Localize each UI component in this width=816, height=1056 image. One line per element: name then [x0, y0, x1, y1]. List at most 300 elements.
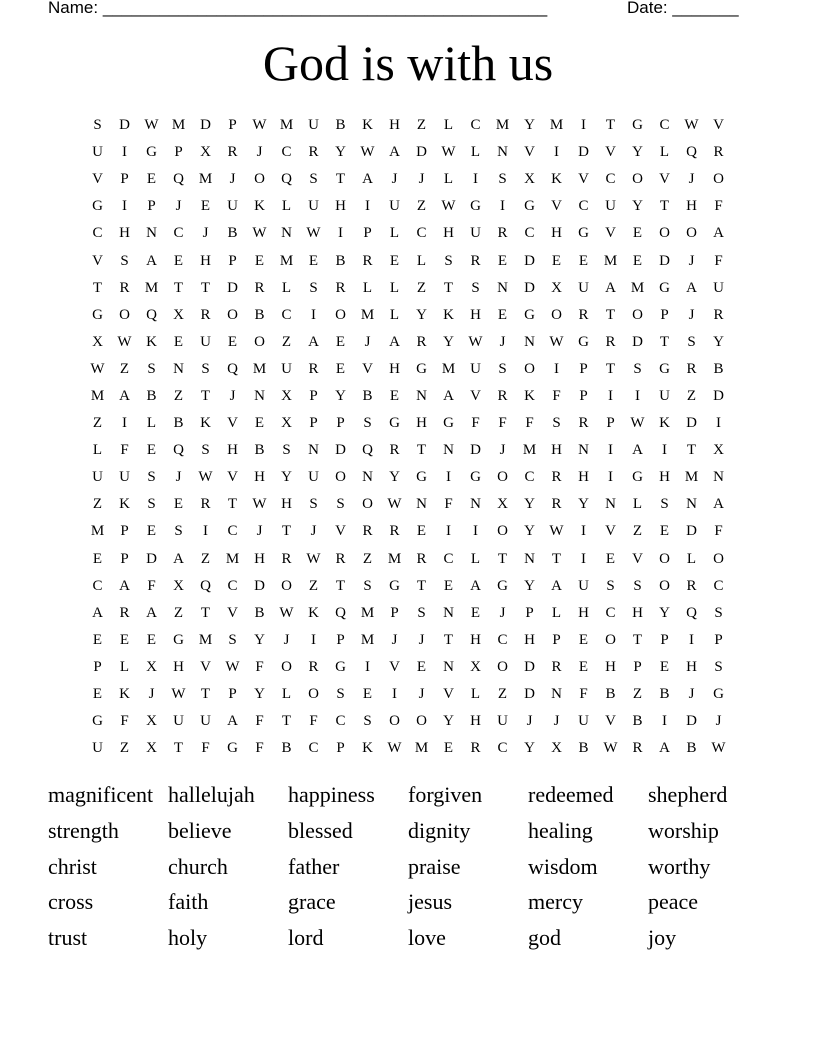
grid-letter[interactable]: R: [470, 252, 481, 269]
grid-letter[interactable]: Z: [119, 740, 130, 757]
grid-letter[interactable]: W: [549, 333, 564, 350]
grid-letter[interactable]: J: [688, 252, 695, 269]
grid-letter[interactable]: W: [198, 469, 213, 486]
grid-letter[interactable]: R: [308, 144, 319, 161]
grid-letter[interactable]: O: [659, 225, 670, 242]
grid-letter[interactable]: A: [551, 577, 562, 594]
grid-letter[interactable]: J: [688, 686, 695, 703]
grid-letter[interactable]: W: [90, 360, 105, 377]
grid-letter[interactable]: J: [148, 686, 155, 703]
grid-letter[interactable]: D: [524, 252, 535, 269]
grid-letter[interactable]: O: [713, 171, 724, 188]
grid-letter[interactable]: O: [551, 306, 562, 323]
grid-letter[interactable]: W: [684, 117, 699, 134]
grid-letter[interactable]: K: [443, 306, 454, 323]
grid-letter[interactable]: T: [200, 686, 211, 703]
grid-letter[interactable]: P: [363, 225, 372, 242]
grid-letter[interactable]: R: [119, 279, 130, 296]
grid-letter[interactable]: U: [470, 225, 481, 242]
grid-letter[interactable]: P: [93, 658, 102, 675]
grid-letter[interactable]: I: [473, 523, 478, 540]
grid-letter[interactable]: R: [254, 279, 265, 296]
grid-letter[interactable]: O: [227, 306, 238, 323]
grid-letter[interactable]: K: [200, 415, 211, 432]
grid-letter[interactable]: I: [689, 631, 694, 648]
grid-letter[interactable]: P: [336, 415, 345, 432]
grid-letter[interactable]: J: [283, 631, 290, 648]
grid-letter[interactable]: H: [632, 604, 643, 621]
grid-letter[interactable]: E: [497, 306, 508, 323]
grid-letter[interactable]: P: [147, 198, 156, 215]
grid-letter[interactable]: P: [120, 550, 129, 567]
grid-letter[interactable]: K: [551, 171, 562, 188]
grid-letter[interactable]: G: [389, 415, 400, 432]
grid-letter[interactable]: I: [365, 198, 370, 215]
grid-letter[interactable]: P: [579, 387, 588, 404]
grid-letter[interactable]: W: [252, 496, 267, 513]
grid-letter[interactable]: X: [146, 658, 157, 675]
grid-letter[interactable]: Z: [416, 117, 427, 134]
grid-letter[interactable]: V: [362, 360, 373, 377]
grid-letter[interactable]: C: [443, 550, 454, 567]
grid-letter[interactable]: E: [173, 252, 184, 269]
grid-letter[interactable]: S: [309, 496, 318, 513]
grid-letter[interactable]: B: [632, 713, 643, 730]
grid-letter[interactable]: T: [92, 279, 103, 296]
grid-letter[interactable]: J: [499, 604, 506, 621]
grid-letter[interactable]: M: [225, 550, 240, 567]
grid-letter[interactable]: P: [552, 631, 561, 648]
grid-letter[interactable]: I: [662, 442, 667, 459]
grid-letter[interactable]: U: [578, 279, 589, 296]
grid-letter[interactable]: V: [713, 117, 724, 134]
grid-letter[interactable]: N: [497, 144, 508, 161]
grid-letter[interactable]: R: [497, 225, 508, 242]
grid-letter[interactable]: R: [551, 469, 562, 486]
grid-letter[interactable]: E: [416, 523, 427, 540]
grid-letter[interactable]: V: [470, 387, 481, 404]
grid-letter[interactable]: X: [173, 306, 184, 323]
grid-letter[interactable]: O: [497, 658, 508, 675]
grid-letter[interactable]: A: [659, 740, 670, 757]
grid-letter[interactable]: V: [227, 415, 238, 432]
grid-letter[interactable]: J: [175, 198, 182, 215]
grid-letter[interactable]: K: [524, 387, 535, 404]
grid-letter[interactable]: I: [554, 360, 559, 377]
grid-letter[interactable]: T: [497, 550, 508, 567]
grid-letter[interactable]: R: [470, 740, 481, 757]
grid-letter[interactable]: Y: [389, 469, 400, 486]
grid-letter[interactable]: G: [578, 225, 589, 242]
grid-letter[interactable]: E: [254, 252, 265, 269]
grid-letter[interactable]: Q: [281, 171, 292, 188]
grid-letter[interactable]: X: [146, 713, 157, 730]
grid-letter[interactable]: A: [713, 496, 724, 513]
grid-letter[interactable]: C: [416, 225, 427, 242]
grid-letter[interactable]: Y: [524, 496, 535, 513]
grid-letter[interactable]: V: [92, 252, 103, 269]
grid-letter[interactable]: G: [227, 740, 238, 757]
grid-letter[interactable]: P: [714, 631, 723, 648]
grid-letter[interactable]: M: [252, 360, 267, 377]
grid-letter[interactable]: L: [389, 306, 400, 323]
grid-letter[interactable]: P: [309, 415, 318, 432]
grid-letter[interactable]: O: [281, 658, 292, 675]
grid-letter[interactable]: I: [122, 415, 127, 432]
grid-letter[interactable]: Z: [119, 360, 130, 377]
grid-letter[interactable]: U: [281, 360, 292, 377]
grid-letter[interactable]: Z: [92, 415, 103, 432]
grid-letter[interactable]: A: [443, 387, 454, 404]
grid-letter[interactable]: F: [255, 713, 264, 730]
grid-letter[interactable]: H: [443, 225, 454, 242]
grid-letter[interactable]: J: [688, 306, 695, 323]
grid-letter[interactable]: N: [713, 469, 724, 486]
grid-letter[interactable]: Q: [173, 171, 184, 188]
grid-letter[interactable]: R: [389, 523, 400, 540]
grid-letter[interactable]: S: [633, 360, 642, 377]
grid-letter[interactable]: U: [389, 198, 400, 215]
grid-letter[interactable]: Z: [416, 198, 427, 215]
grid-letter[interactable]: U: [119, 469, 130, 486]
grid-letter[interactable]: R: [551, 496, 562, 513]
grid-letter[interactable]: C: [173, 225, 184, 242]
grid-letter[interactable]: S: [120, 252, 129, 269]
grid-letter[interactable]: I: [581, 117, 586, 134]
grid-letter[interactable]: W: [603, 740, 618, 757]
grid-letter[interactable]: R: [308, 658, 319, 675]
grid-letter[interactable]: F: [579, 686, 588, 703]
grid-letter[interactable]: A: [713, 225, 724, 242]
grid-letter[interactable]: L: [92, 442, 103, 459]
grid-letter[interactable]: N: [443, 658, 454, 675]
grid-letter[interactable]: H: [173, 658, 184, 675]
grid-letter[interactable]: R: [389, 442, 400, 459]
grid-letter[interactable]: Z: [173, 387, 184, 404]
grid-letter[interactable]: P: [228, 117, 237, 134]
grid-letter[interactable]: R: [686, 577, 697, 594]
grid-letter[interactable]: W: [252, 225, 267, 242]
grid-letter[interactable]: T: [443, 631, 454, 648]
grid-letter[interactable]: Y: [524, 117, 535, 134]
grid-letter[interactable]: A: [92, 604, 103, 621]
grid-letter[interactable]: I: [446, 469, 451, 486]
grid-letter[interactable]: K: [119, 496, 130, 513]
grid-letter[interactable]: X: [497, 496, 508, 513]
grid-letter[interactable]: N: [470, 496, 481, 513]
grid-letter[interactable]: U: [713, 279, 724, 296]
grid-letter[interactable]: C: [605, 604, 616, 621]
grid-letter[interactable]: E: [443, 577, 454, 594]
grid-letter[interactable]: M: [495, 117, 510, 134]
grid-letter[interactable]: I: [581, 523, 586, 540]
grid-letter[interactable]: J: [418, 631, 425, 648]
grid-letter[interactable]: W: [549, 523, 564, 540]
grid-letter[interactable]: X: [173, 577, 184, 594]
grid-letter[interactable]: J: [364, 333, 371, 350]
grid-letter[interactable]: Z: [173, 604, 184, 621]
grid-letter[interactable]: T: [632, 631, 643, 648]
grid-letter[interactable]: Z: [92, 496, 103, 513]
grid-letter[interactable]: E: [497, 252, 508, 269]
grid-letter[interactable]: L: [281, 279, 292, 296]
grid-letter[interactable]: I: [716, 415, 721, 432]
grid-letter[interactable]: T: [605, 117, 616, 134]
grid-letter[interactable]: C: [713, 577, 724, 594]
grid-letter[interactable]: N: [524, 550, 535, 567]
grid-letter[interactable]: C: [92, 577, 103, 594]
grid-letter[interactable]: I: [365, 658, 370, 675]
grid-letter[interactable]: G: [632, 469, 643, 486]
grid-letter[interactable]: O: [497, 469, 508, 486]
grid-letter[interactable]: P: [525, 604, 534, 621]
grid-letter[interactable]: C: [92, 225, 103, 242]
grid-letter[interactable]: P: [120, 523, 129, 540]
grid-letter[interactable]: J: [715, 713, 722, 730]
grid-letter[interactable]: Y: [281, 469, 292, 486]
grid-letter[interactable]: C: [281, 306, 292, 323]
grid-letter[interactable]: X: [551, 740, 562, 757]
grid-letter[interactable]: D: [686, 415, 697, 432]
grid-letter[interactable]: M: [360, 306, 375, 323]
grid-letter[interactable]: Q: [686, 604, 697, 621]
grid-letter[interactable]: X: [200, 144, 211, 161]
grid-letter[interactable]: E: [632, 252, 643, 269]
grid-letter[interactable]: B: [146, 387, 157, 404]
grid-letter[interactable]: I: [500, 198, 505, 215]
grid-letter[interactable]: F: [309, 713, 318, 730]
grid-letter[interactable]: J: [499, 442, 506, 459]
grid-letter[interactable]: F: [120, 442, 129, 459]
grid-letter[interactable]: Z: [308, 577, 319, 594]
grid-letter[interactable]: B: [254, 442, 265, 459]
grid-letter[interactable]: W: [468, 333, 483, 350]
grid-letter[interactable]: B: [254, 306, 265, 323]
grid-letter[interactable]: W: [144, 117, 159, 134]
grid-letter[interactable]: A: [146, 604, 157, 621]
grid-letter[interactable]: D: [632, 333, 643, 350]
grid-letter[interactable]: R: [416, 333, 427, 350]
grid-letter[interactable]: I: [203, 523, 208, 540]
grid-letter[interactable]: Z: [362, 550, 373, 567]
grid-letter[interactable]: G: [92, 713, 103, 730]
grid-letter[interactable]: P: [606, 415, 615, 432]
grid-letter[interactable]: V: [443, 686, 454, 703]
grid-letter[interactable]: I: [554, 144, 559, 161]
grid-letter[interactable]: H: [470, 713, 481, 730]
grid-letter[interactable]: E: [92, 550, 103, 567]
grid-letter[interactable]: J: [256, 144, 263, 161]
grid-letter[interactable]: A: [686, 279, 697, 296]
grid-letter[interactable]: F: [525, 415, 534, 432]
grid-letter[interactable]: D: [524, 686, 535, 703]
grid-letter[interactable]: N: [416, 496, 427, 513]
grid-letter[interactable]: Y: [632, 144, 643, 161]
grid-letter[interactable]: H: [389, 117, 400, 134]
grid-letter[interactable]: N: [443, 604, 454, 621]
grid-letter[interactable]: D: [416, 144, 427, 161]
grid-letter[interactable]: Y: [524, 577, 535, 594]
grid-letter[interactable]: N: [254, 387, 265, 404]
grid-letter[interactable]: E: [389, 387, 400, 404]
grid-letter[interactable]: J: [310, 523, 317, 540]
grid-letter[interactable]: T: [659, 333, 670, 350]
grid-letter[interactable]: X: [92, 333, 103, 350]
grid-letter[interactable]: N: [416, 387, 427, 404]
date-blank[interactable]: _______: [672, 0, 739, 17]
grid-letter[interactable]: T: [335, 577, 346, 594]
grid-letter[interactable]: R: [335, 550, 346, 567]
grid-letter[interactable]: A: [308, 333, 319, 350]
grid-letter[interactable]: M: [144, 279, 159, 296]
grid-letter[interactable]: M: [603, 252, 618, 269]
grid-letter[interactable]: V: [335, 523, 346, 540]
grid-letter[interactable]: Z: [497, 686, 508, 703]
grid-letter[interactable]: T: [173, 740, 184, 757]
grid-letter[interactable]: R: [686, 360, 697, 377]
grid-letter[interactable]: B: [227, 225, 238, 242]
grid-letter[interactable]: F: [255, 740, 264, 757]
grid-letter[interactable]: B: [173, 415, 184, 432]
grid-letter[interactable]: J: [256, 523, 263, 540]
grid-letter[interactable]: E: [146, 171, 157, 188]
grid-letter[interactable]: H: [686, 198, 697, 215]
grid-letter[interactable]: P: [228, 252, 237, 269]
grid-letter[interactable]: O: [632, 306, 643, 323]
grid-letter[interactable]: C: [281, 144, 292, 161]
grid-letter[interactable]: M: [630, 279, 645, 296]
grid-letter[interactable]: P: [579, 360, 588, 377]
grid-letter[interactable]: E: [578, 631, 589, 648]
grid-letter[interactable]: T: [605, 306, 616, 323]
grid-letter[interactable]: G: [659, 360, 670, 377]
grid-letter[interactable]: M: [90, 523, 105, 540]
grid-letter[interactable]: E: [362, 686, 373, 703]
grid-letter[interactable]: S: [363, 415, 372, 432]
grid-letter[interactable]: Q: [200, 577, 211, 594]
grid-letter[interactable]: A: [605, 279, 616, 296]
grid-letter[interactable]: M: [441, 360, 456, 377]
grid-letter[interactable]: J: [553, 713, 560, 730]
grid-letter[interactable]: Y: [578, 496, 589, 513]
grid-letter[interactable]: O: [605, 631, 616, 648]
grid-letter[interactable]: H: [335, 198, 346, 215]
grid-letter[interactable]: G: [470, 469, 481, 486]
grid-letter[interactable]: U: [578, 577, 589, 594]
grid-letter[interactable]: D: [254, 577, 265, 594]
grid-letter[interactable]: G: [524, 198, 535, 215]
grid-letter[interactable]: F: [552, 387, 561, 404]
grid-letter[interactable]: E: [632, 225, 643, 242]
grid-letter[interactable]: L: [551, 604, 562, 621]
grid-letter[interactable]: A: [632, 442, 643, 459]
grid-letter[interactable]: A: [389, 144, 400, 161]
grid-letter[interactable]: Q: [227, 360, 238, 377]
grid-letter[interactable]: A: [173, 550, 184, 567]
grid-letter[interactable]: O: [335, 469, 346, 486]
grid-letter[interactable]: A: [362, 171, 373, 188]
grid-letter[interactable]: Q: [335, 604, 346, 621]
grid-letter[interactable]: E: [146, 523, 157, 540]
grid-letter[interactable]: D: [524, 279, 535, 296]
grid-letter[interactable]: B: [578, 740, 589, 757]
grid-letter[interactable]: G: [389, 577, 400, 594]
grid-letter[interactable]: D: [713, 387, 724, 404]
grid-letter[interactable]: R: [362, 252, 373, 269]
grid-letter[interactable]: V: [659, 171, 670, 188]
grid-letter[interactable]: R: [362, 523, 373, 540]
grid-letter[interactable]: L: [632, 496, 643, 513]
grid-letter[interactable]: N: [524, 333, 535, 350]
grid-letter[interactable]: Y: [524, 740, 535, 757]
grid-letter[interactable]: L: [686, 550, 697, 567]
grid-letter[interactable]: H: [470, 306, 481, 323]
grid-letter[interactable]: R: [497, 387, 508, 404]
grid-letter[interactable]: W: [441, 198, 456, 215]
grid-letter[interactable]: K: [119, 686, 130, 703]
grid-letter[interactable]: M: [522, 442, 537, 459]
grid-letter[interactable]: A: [119, 577, 130, 594]
grid-letter[interactable]: D: [659, 252, 670, 269]
grid-letter[interactable]: Y: [254, 686, 265, 703]
grid-letter[interactable]: Z: [200, 550, 211, 567]
grid-letter[interactable]: N: [605, 496, 616, 513]
grid-letter[interactable]: D: [227, 279, 238, 296]
grid-letter[interactable]: W: [117, 333, 132, 350]
grid-letter[interactable]: N: [686, 496, 697, 513]
grid-letter[interactable]: B: [335, 252, 346, 269]
grid-letter[interactable]: P: [660, 631, 669, 648]
grid-letter[interactable]: F: [714, 198, 723, 215]
grid-letter[interactable]: H: [551, 442, 562, 459]
grid-letter[interactable]: M: [684, 469, 699, 486]
grid-letter[interactable]: Y: [254, 631, 265, 648]
grid-letter[interactable]: R: [308, 360, 319, 377]
grid-letter[interactable]: U: [173, 713, 184, 730]
grid-letter[interactable]: A: [389, 333, 400, 350]
grid-letter[interactable]: D: [470, 442, 481, 459]
grid-letter[interactable]: G: [497, 577, 508, 594]
grid-letter[interactable]: L: [281, 686, 292, 703]
grid-letter[interactable]: E: [146, 442, 157, 459]
grid-letter[interactable]: Z: [281, 333, 292, 350]
grid-letter[interactable]: L: [389, 279, 400, 296]
grid-letter[interactable]: O: [659, 577, 670, 594]
grid-letter[interactable]: H: [470, 631, 481, 648]
grid-letter[interactable]: S: [417, 604, 426, 621]
grid-letter[interactable]: W: [306, 225, 321, 242]
grid-letter[interactable]: V: [605, 225, 616, 242]
grid-letter[interactable]: J: [391, 171, 398, 188]
grid-letter[interactable]: G: [470, 198, 481, 215]
grid-letter[interactable]: L: [119, 658, 130, 675]
grid-letter[interactable]: Q: [686, 144, 697, 161]
grid-letter[interactable]: T: [659, 198, 670, 215]
grid-letter[interactable]: Z: [632, 686, 643, 703]
grid-letter[interactable]: O: [308, 686, 319, 703]
grid-letter[interactable]: S: [363, 577, 372, 594]
grid-letter[interactable]: U: [308, 198, 319, 215]
grid-letter[interactable]: T: [281, 713, 292, 730]
grid-letter[interactable]: I: [662, 713, 667, 730]
grid-letter[interactable]: L: [443, 117, 454, 134]
grid-letter[interactable]: B: [605, 686, 616, 703]
grid-letter[interactable]: H: [254, 550, 265, 567]
grid-letter[interactable]: P: [174, 144, 183, 161]
grid-letter[interactable]: G: [443, 415, 454, 432]
grid-letter[interactable]: B: [335, 117, 346, 134]
grid-letter[interactable]: F: [471, 415, 480, 432]
